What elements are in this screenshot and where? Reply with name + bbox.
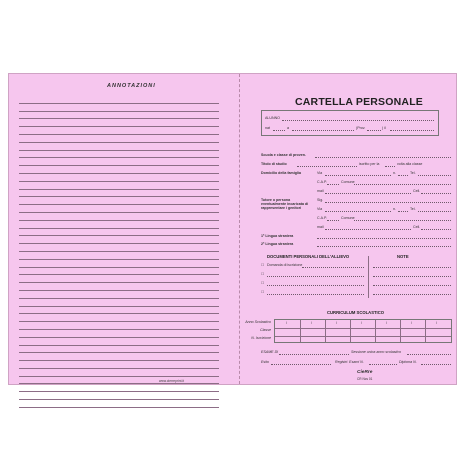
esame-label: ESAME DI [261,350,279,354]
annotation-line[interactable] [19,158,219,166]
tel-label: Tel. [410,171,416,175]
cur-year-sep-4: / [361,321,362,325]
annotation-line[interactable] [19,244,219,252]
annotation-line[interactable] [19,166,219,174]
sessione-field[interactable] [407,354,451,355]
cur-vline-2 [325,320,326,342]
registri-label: Registri: Esami N. [335,360,364,364]
n-field[interactable] [398,175,408,176]
annotation-line[interactable] [19,135,219,143]
via-field[interactable] [325,175,391,176]
lingua1-field[interactable] [317,238,451,239]
esito-field[interactable] [271,364,331,365]
sessione-label: Sessione unica anno scolastico [351,350,402,354]
doc-field-3[interactable] [267,285,364,286]
page-title: CARTELLA PERSONALE [294,96,424,108]
annotation-line[interactable] [19,384,219,392]
tutore-cell-label: Cell. [413,225,421,229]
annotation-line[interactable] [19,353,219,361]
registri-field[interactable] [369,364,397,365]
annotation-line[interactable] [19,151,219,159]
tutore-comune-field[interactable] [354,220,451,221]
annotation-line[interactable] [19,314,219,322]
note-line-3[interactable] [373,285,451,286]
annotation-line[interactable] [19,392,219,400]
annotation-line[interactable] [19,268,219,276]
cur-row-iscrizione: N. Iscrizione [251,336,271,340]
lingua2-label: 2ª Lingua straniera [261,242,294,246]
il-label: ) il [382,126,386,130]
cur-vline-5 [400,320,401,342]
birthplace-field[interactable] [292,130,354,131]
doc-checkbox-1[interactable]: ☐ [261,263,265,267]
annotation-line[interactable] [19,338,219,346]
doc-field-4[interactable] [267,294,364,295]
n-label: n. [393,171,396,175]
iscritto-field[interactable] [385,166,395,167]
cur-row-anno: Anno Scolastico [245,320,271,324]
tutore-label: Tutore o persona eventualmente incaricata di rappresentare i genitori [261,198,309,211]
website-label: www.cierreprint.it [159,379,185,383]
tutore-tel-label: Tel. [410,207,416,211]
cur-year-sep-2: / [311,321,312,325]
tutore-mail-label: mail [317,225,324,229]
form-code: CR Ncs 01 [357,377,373,381]
cell-field[interactable] [421,193,451,194]
annotation-line[interactable] [19,213,219,221]
annotation-line[interactable] [19,112,219,120]
doc-checkbox-4[interactable]: ☐ [261,290,265,294]
cur-year-sep-7: / [436,321,437,325]
annotation-line[interactable] [19,400,219,408]
doc-field-1[interactable] [302,267,364,268]
tutore-cell-field[interactable] [421,229,451,230]
mail-label: mail [317,189,324,193]
annotation-line[interactable] [19,307,219,315]
cell-label: Cell. [413,189,421,193]
tutore-comune-label: Comune [341,216,355,220]
annotazioni-title: ANNOTAZIONI [107,83,156,89]
note-title: NOTE [397,254,409,259]
cur-vline-3 [350,320,351,342]
annotation-line[interactable] [19,283,219,291]
mail-field[interactable] [325,193,411,194]
documenti-note-divider [368,256,369,298]
cierre-logo: CieRre [357,370,373,375]
annotation-line[interactable] [19,322,219,330]
annotation-line[interactable] [19,260,219,268]
cur-vline-4 [375,320,376,342]
diploma-label: Diploma N. [399,360,417,364]
alunno-box [261,110,439,136]
cur-vline-1 [300,320,301,342]
annotation-line[interactable] [19,252,219,260]
via-label: Via [317,171,323,175]
tutore-mail-field[interactable] [325,229,411,230]
annotation-line[interactable] [19,299,219,307]
annotation-line[interactable] [19,291,219,299]
cur-vline-6 [425,320,426,342]
cur-year-sep-3: / [336,321,337,325]
annotation-line[interactable] [19,127,219,135]
birthdate-field[interactable] [390,130,434,131]
annotation-line[interactable] [19,190,219,198]
curriculum-table [274,319,452,343]
annotation-line[interactable] [19,143,219,151]
annotation-line[interactable] [19,205,219,213]
annotation-lines [19,96,219,408]
nato-field[interactable] [273,130,285,131]
esame-field[interactable] [279,354,349,355]
note-line-4[interactable] [373,294,451,295]
titolo-label: Titolo di studio [261,162,287,166]
note-line-1[interactable] [373,267,451,268]
volta-label: volta alla classe [397,162,423,166]
annotation-line[interactable] [19,369,219,377]
esito-label: Esito [261,360,269,364]
tutore-cap-label: C.A.P. [317,216,327,220]
scuola-field[interactable] [315,157,451,158]
annotation-line[interactable] [19,174,219,182]
note-line-2[interactable] [373,276,451,277]
tutore-cap-field[interactable] [327,220,339,221]
right-page [247,74,452,384]
comune-label: Comune [341,180,355,184]
cur-year-sep-6: / [411,321,412,325]
annotation-line[interactable] [19,330,219,338]
tutore-n-field[interactable] [398,211,408,212]
annotation-line[interactable] [19,104,219,112]
document-sheet [8,73,457,385]
annotation-line[interactable] [19,377,219,385]
sig-label: Sig. [317,198,324,202]
lingua1-label: 1ª Lingua straniera [261,234,294,238]
prov-label: (Prov. [356,126,366,130]
cap-label: C.A.P. [317,180,327,184]
tutore-n-label: n. [393,207,396,211]
tutore-via-label: Via [317,207,323,211]
domanda-label: Domanda di iscrizione [267,263,303,267]
annotation-line[interactable] [19,275,219,283]
nato-label: nat [265,126,270,130]
alunno-label: ALUNNO [265,116,280,120]
scuola-label: Scuola e classe di proven. [261,153,306,157]
annotation-line[interactable] [19,182,219,190]
domicilio-label: Domicilio della famiglia [261,171,301,175]
annotation-line[interactable] [19,96,219,104]
doc-checkbox-2[interactable]: ☐ [261,272,265,276]
cur-row-classe: Classe [260,328,271,332]
cur-year-sep-1: / [286,321,287,325]
prov-field[interactable] [367,130,381,131]
alunno-name-field[interactable] [282,120,434,121]
comune-field[interactable] [354,184,451,185]
titolo-field[interactable] [297,166,357,167]
annotation-line[interactable] [19,346,219,354]
annotation-line[interactable] [19,197,219,205]
documenti-title: DOCUMENTI PERSONALI DELL'ALLIEVO [267,254,350,259]
annotation-line[interactable] [19,119,219,127]
doc-checkbox-3[interactable]: ☐ [261,281,265,285]
doc-field-2[interactable] [267,276,364,277]
lingua2-field[interactable] [317,246,451,247]
cur-year-sep-5: / [386,321,387,325]
tel-field[interactable] [418,175,451,176]
diploma-field[interactable] [421,364,451,365]
iscritto-label: iscritto per la [359,162,380,166]
tutore-tel-field[interactable] [418,211,451,212]
curriculum-title: CURRICULUM SCOLASTICO [327,310,384,315]
annotation-line[interactable] [19,361,219,369]
a-label: a [287,126,289,130]
cap-field[interactable] [327,184,339,185]
annotation-line[interactable] [19,229,219,237]
annotation-line[interactable] [19,236,219,244]
annotation-line[interactable] [19,221,219,229]
sig-field[interactable] [325,202,451,203]
tutore-via-field[interactable] [325,211,391,212]
